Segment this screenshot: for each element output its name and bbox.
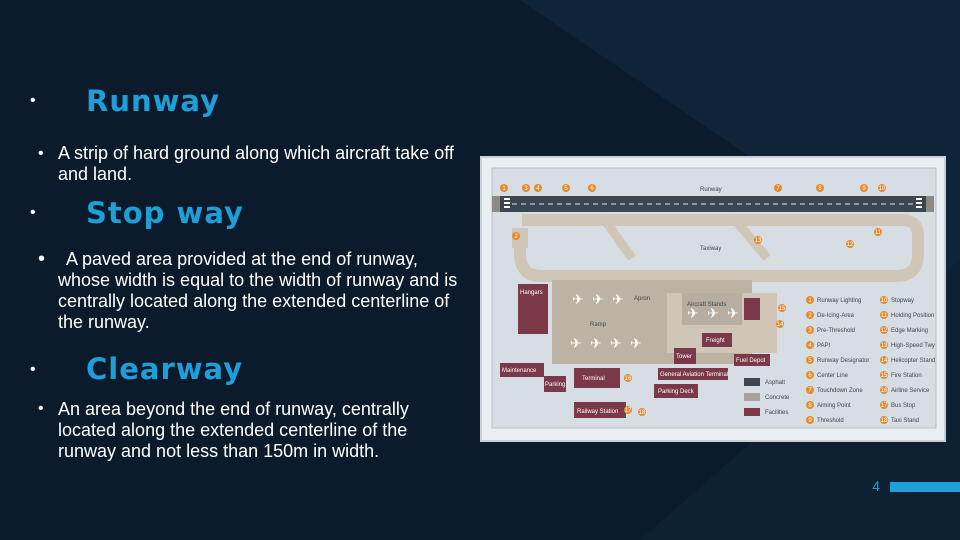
legend-right-label-10: Stopway [891, 298, 915, 304]
legend-right-number-18: 18 [880, 418, 888, 424]
heading-stop-way: Stop way [86, 196, 244, 230]
surface-swatch-concrete [744, 393, 760, 401]
bullet-text-3: • [38, 400, 44, 417]
legend-right-number-10: 10 [880, 298, 888, 304]
fire-station [744, 298, 760, 320]
surface-legend [744, 378, 790, 416]
svg-text:✈: ✈ [610, 335, 622, 351]
marker-17: 17 [624, 408, 632, 414]
label-fuel-depot: Fuel Depot [736, 358, 766, 364]
legend-right-label-18: Taxi Stand [891, 418, 920, 424]
svg-text:✈: ✈ [630, 335, 642, 351]
legend-left-number-5: 5 [808, 358, 812, 364]
legend-right-number-14: 14 [880, 358, 888, 364]
text-stop-way: A paved area provided at the end of runway, whose width is equal to the width of runway and is centrally located along the extended centerline of the runway. [58, 249, 458, 332]
svg-text:✈: ✈ [590, 335, 602, 351]
legend-left-number-2: 2 [808, 313, 812, 319]
surface-swatch-facilities [744, 408, 760, 416]
label-parking: Parking [545, 382, 566, 388]
label-hangars: Hangars [520, 290, 543, 296]
legend-right-label-16: Airline Service [891, 388, 930, 394]
bullet-text-2: • [38, 248, 46, 270]
legend-left-label-8: Aiming Point [817, 403, 851, 409]
label-apron: Apron [634, 296, 651, 302]
airport-diagram [480, 156, 946, 442]
marker-4: 4 [536, 186, 540, 192]
svg-text:✈: ✈ [572, 291, 584, 307]
label-maintenance: Maintenance [502, 368, 537, 374]
marker-13: 13 [754, 238, 762, 244]
legend-right-number-13: 13 [880, 343, 888, 349]
legend-right-label-12: Edge Marking [891, 328, 929, 334]
svg-text:✈: ✈ [592, 291, 604, 307]
marker-8: 8 [818, 186, 822, 192]
marker-6: 6 [590, 186, 594, 192]
legend-right-number-12: 12 [880, 328, 888, 334]
stopway-left [492, 196, 500, 212]
legend-left-label-7: Touchdown Zone [817, 388, 863, 394]
legend-right-number-17: 17 [880, 403, 888, 409]
marker-11: 11 [874, 230, 882, 236]
legend-left-label-2: De-Icing-Area [817, 313, 855, 319]
marker-5: 5 [564, 186, 568, 192]
label-railway-station: Railway Station [577, 409, 619, 415]
marker-7: 7 [776, 186, 780, 192]
bullet-heading-2: • [30, 204, 36, 221]
bullet-heading-1: • [30, 92, 36, 109]
legend-left-label-5: Runway Designator [817, 358, 870, 364]
marker-18: 18 [638, 410, 646, 416]
svg-text:✈: ✈ [687, 305, 699, 321]
legend-right-number-11: 11 [880, 313, 888, 319]
stopway-right [926, 196, 934, 212]
legend-left-label-3: Pre-Threshold [817, 328, 856, 334]
heading-runway: Runway [86, 84, 220, 118]
accent-bar [890, 482, 960, 492]
legend-left-label-6: Center Line [817, 373, 849, 379]
legend-left-label-4: PAPI [817, 343, 831, 349]
legend-left-label-9: Threshold [817, 418, 844, 424]
legend-left-number-1: 1 [808, 298, 812, 304]
legend-left-number-6: 6 [808, 373, 812, 379]
legend-left-label-1: Runway Lighting [817, 298, 862, 304]
heading-clearway: Clearway [86, 352, 244, 386]
legend-left-number-7: 7 [808, 388, 812, 394]
bullet-heading-3: • [30, 361, 36, 378]
legend-right-number-15: 15 [880, 373, 888, 379]
label-terminal: Terminal [582, 376, 605, 382]
surface-label-concrete: Concrete [765, 395, 790, 401]
page-number: 4 [872, 478, 880, 494]
label-freight: Freight [706, 338, 725, 344]
surface-swatch-asphalt [744, 378, 760, 386]
label-ramp: Ramp [590, 322, 607, 328]
marker-16: 16 [624, 376, 632, 382]
airport-diagram-svg [482, 158, 944, 440]
label-runway: Runway [700, 187, 722, 193]
label-taxiway: Taxiway [700, 246, 722, 252]
legend-right-label-17: Bus Stop [891, 403, 916, 409]
label-aircraft-stands: Aircraft Stands [687, 302, 727, 308]
legend-left-number-8: 8 [808, 403, 812, 409]
legend-right-label-11: Holding Position [891, 313, 935, 319]
legend-right-label-13: High-Speed Twy [891, 343, 935, 349]
marker-3: 3 [524, 186, 528, 192]
legend-right-number-16: 16 [880, 388, 888, 394]
svg-text:✈: ✈ [612, 291, 624, 307]
marker-12: 12 [846, 242, 854, 248]
svg-text:✈: ✈ [570, 335, 582, 351]
surface-label-facilities: Facilities [765, 410, 789, 416]
legend-right-label-15: Fire Station [891, 373, 922, 379]
legend-left-number-3: 3 [808, 328, 812, 334]
svg-text:✈: ✈ [707, 305, 719, 321]
marker-15: 15 [778, 306, 786, 312]
marker-2: 2 [514, 234, 518, 240]
svg-text:✈: ✈ [727, 305, 739, 321]
label-tower: Tower [676, 354, 693, 360]
marker-10: 10 [878, 186, 886, 192]
label-ga-terminal: General Aviation Terminal [660, 372, 729, 378]
label-parking-deck: Parking Deck [658, 389, 694, 395]
legend-left-number-9: 9 [808, 418, 812, 424]
marker-9: 9 [862, 186, 866, 192]
legend-right-label-14: Helicopter Stand [891, 358, 936, 364]
legend-left-number-4: 4 [808, 343, 812, 349]
marker-1: 1 [502, 186, 506, 192]
text-clearway: An area beyond the end of runway, centrally located along the extended centerline of the runway and not less than 150m in width. [58, 399, 409, 461]
text-runway: A strip of hard ground along which aircraft take off and land. [58, 143, 454, 184]
surface-label-asphalt: Asphalt [765, 380, 786, 386]
bullet-text-1: • [38, 145, 44, 162]
marker-14: 14 [776, 322, 784, 328]
